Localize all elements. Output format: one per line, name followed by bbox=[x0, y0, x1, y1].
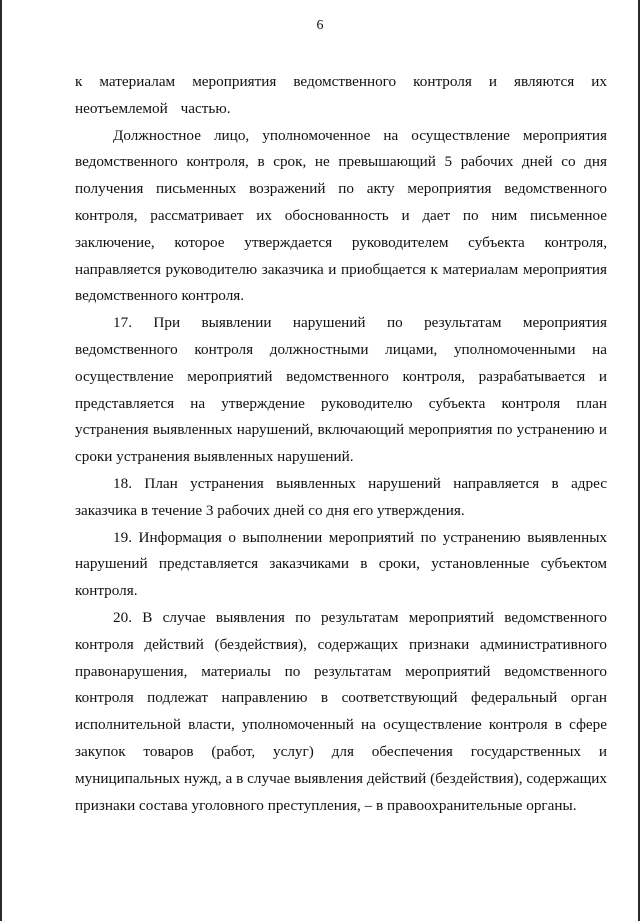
document-body bbox=[75, 69, 607, 819]
paragraph-item-17: 17. При выявлении нарушений по результатам мероприятия ведомственного контроля должностными лицами, уполномоченными на осуществление мероприятий ведомственного контроля, разрабатывается и представляется на утверждение руководителю субъекта контроля план устранения выявленных нарушений, включающий мероприятия по устранению и сроки устранения выявленных нарушений. bbox=[75, 314, 607, 466]
scan-edge-left bbox=[0, 0, 2, 921]
paragraph-item-19: 19. Информация о выполнении мероприятий по устранению выявленных нарушений представляется заказчиками в сроки, установленные субъектом контроля. bbox=[75, 528, 607, 600]
paragraph-item-18: 18. План устранения выявленных нарушений направляется в адрес заказчика в течение 3 рабочих дней со дня его утверждения. bbox=[75, 474, 607, 519]
paragraph-official-review: Должностное лицо, уполномоченное на осуществление мероприятия ведомственного контроля, в срок, не превышающий 5 рабочих дней со дня получения письменных возражений по акту мероприятия ведомственного контроля, рассматривает их обоснованность и дает по ним письменное заключение, которое утверждается руководителем субъекта контроля, направляется руководителю заказчика и приобщается к материалам мероприятия ведомственного контроля. bbox=[75, 126, 607, 305]
paragraph-continuation: к материалам мероприятия ведомственного контроля и являются их неотъемлемой частью. bbox=[75, 73, 607, 117]
paragraph-item-20: 20. В случае выявления по результатам мероприятий ведомственного контроля действий (бездействия), содержащих признаки административного правонарушения, материалы по результатам мероприятий ведомственного контроля подлежат направлению в соответствующий федеральный орган исполнительной власти, уполномоченный на осуществление контроля в сфере закупок товаров (работ, услуг) для обеспечения государственных и муниципальных нужд, а в случае выявления действий (бездействия), содержащих признаки состава уголовного преступления, – в правоохранительные органы. bbox=[75, 608, 607, 814]
page-number: 6 bbox=[316, 18, 324, 33]
